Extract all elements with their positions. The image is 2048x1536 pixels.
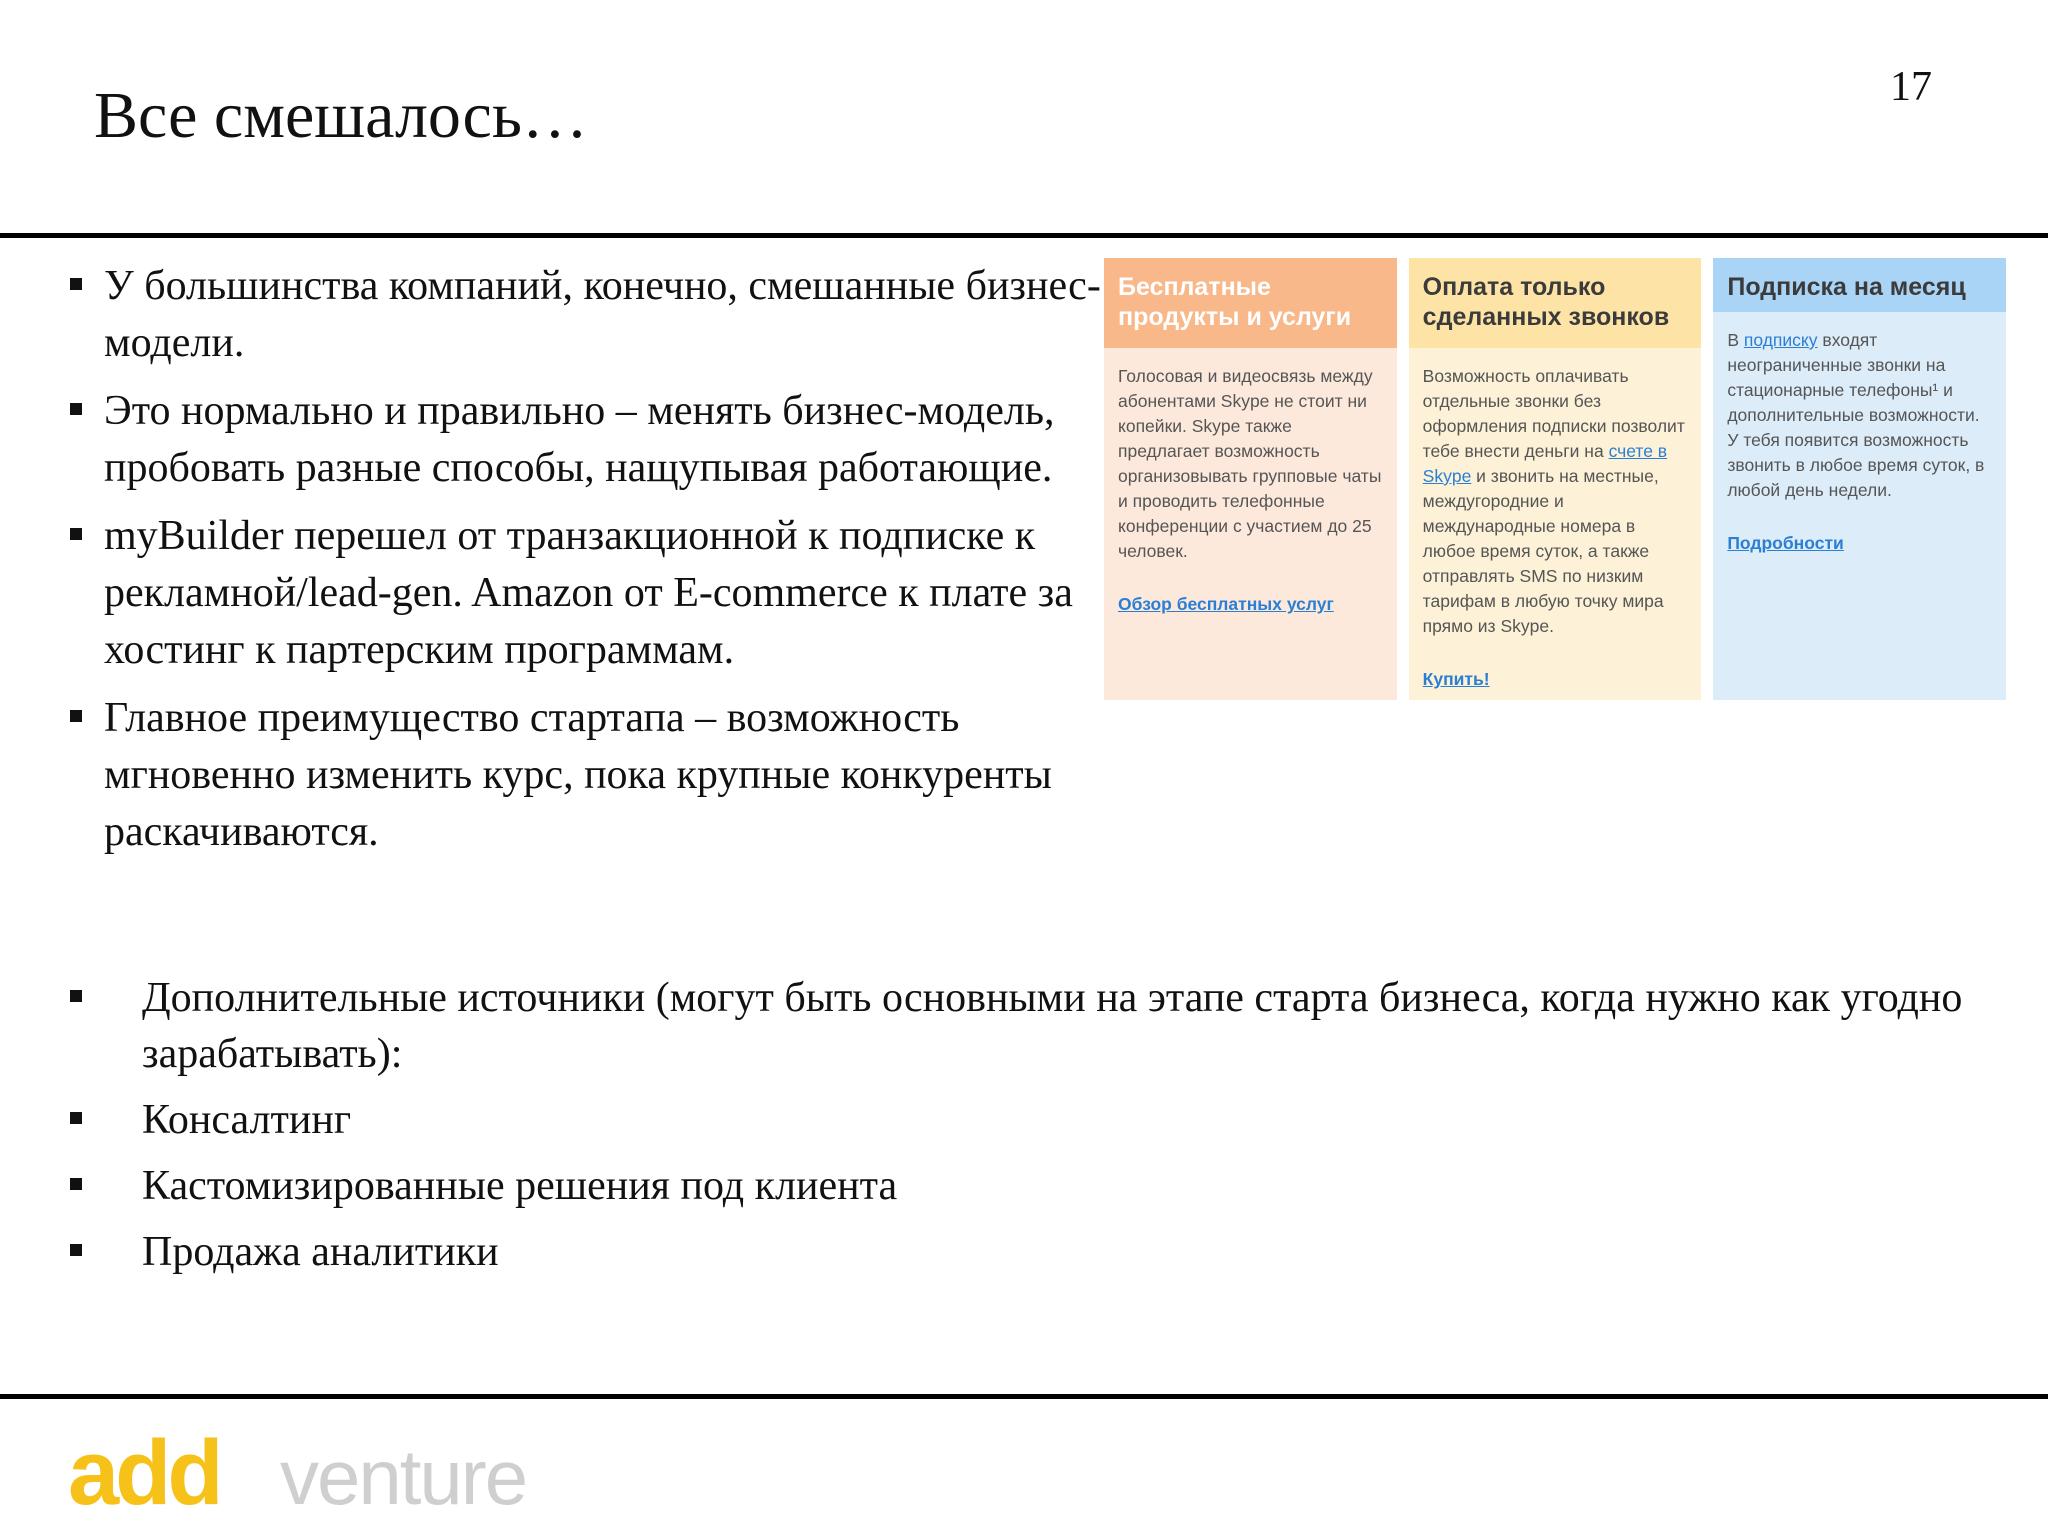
slide-title: Все смешалось… — [94, 79, 588, 152]
free-services-link[interactable]: Обзор бесплатных услуг — [1118, 594, 1334, 614]
panel-pay-per-call — [1409, 258, 1702, 700]
panel-sub-body: В подписку входят неограниченные звонки на стационарные телефоны¹ и дополнительные возможности. У тебя появится возможность звонить в любое время суток, в любой день недели. Подробности — [1713, 312, 2006, 556]
bullet-item: Главное преимущество стартапа – возможность мгновенно изменить курс, пока крупные конкуренты раскачиваются. — [68, 690, 1138, 861]
skype-account-link[interactable]: счете в Skype — [1422, 441, 1668, 486]
top-divider — [0, 233, 2048, 238]
panel-free — [1104, 258, 1397, 700]
bullet-square-icon — [70, 1178, 82, 1190]
bullet-square-icon — [70, 1112, 82, 1124]
panel-subscription — [1713, 258, 2006, 700]
bullet-square-icon — [70, 1244, 82, 1256]
skype-pricing-panels — [1104, 258, 2006, 700]
bullet-list-main — [68, 258, 1138, 872]
bullet-square-icon — [70, 403, 82, 415]
bullet-item: Кастомизированные решения под клиента — [68, 1158, 1968, 1214]
panel-free-title: Бесплатные продукты и услуги — [1104, 258, 1397, 348]
bullet-square-icon — [70, 278, 82, 290]
bullet-item: Дополнительные источники (могут быть основными на этапе старта бизнеса, когда нужно как угодно зарабатывать): — [68, 970, 1968, 1082]
subscription-link[interactable]: подписку — [1743, 330, 1818, 350]
bullet-square-icon — [70, 990, 82, 1002]
bullet-item: У большинства компаний, конечно, смешанные бизнес-модели. — [68, 258, 1138, 372]
panel-free-body: Голосовая и видеосвязь между абонентами Skype не стоит ни копейки. Skype также предлагает возможность организовывать групповые чаты и проводить телефонные конференции с участием до 25 человек. Обзор бесплатных услуг — [1104, 348, 1397, 617]
page-number: 17 — [1890, 64, 1932, 110]
bullet-item: Это нормально и правильно – менять бизнес-модель, пробовать разные способы, нащупывая работающие. — [68, 383, 1138, 497]
bottom-divider — [0, 1394, 2048, 1399]
buy-link[interactable]: Купить! — [1422, 669, 1490, 689]
panel-sub-title: Подписка на месяц — [1713, 258, 2006, 312]
logo-add-text: add — [68, 1432, 220, 1522]
addventure-logo — [68, 1432, 588, 1522]
logo-venture-text: venture — [280, 1433, 527, 1521]
panel-pay-title: Оплата только сделанных звонков — [1409, 258, 1702, 348]
bullet-list-additional — [68, 970, 1968, 1290]
bullet-square-icon — [70, 528, 82, 540]
bullet-item: Продажа аналитики — [68, 1224, 1968, 1280]
details-link[interactable]: Подробности — [1727, 533, 1844, 553]
bullet-square-icon — [70, 710, 82, 722]
bullet-item: myBuilder перешел от транзакционной к подписке к рекламной/lead-gen. Amazon от E-commerce к плате за хостинг к партерским программам. — [68, 508, 1138, 679]
bullet-item: Консалтинг — [68, 1092, 1968, 1148]
panel-pay-body: Возможность оплачивать отдельные звонки без оформления подписки позволит тебе внести деньги на счете в Skype и звонить на местные, междугородние и международные номера в любое время суток, а также отправлять SMS по низким тарифам в любую точку мира прямо из Skype. Купить! — [1409, 348, 1702, 692]
